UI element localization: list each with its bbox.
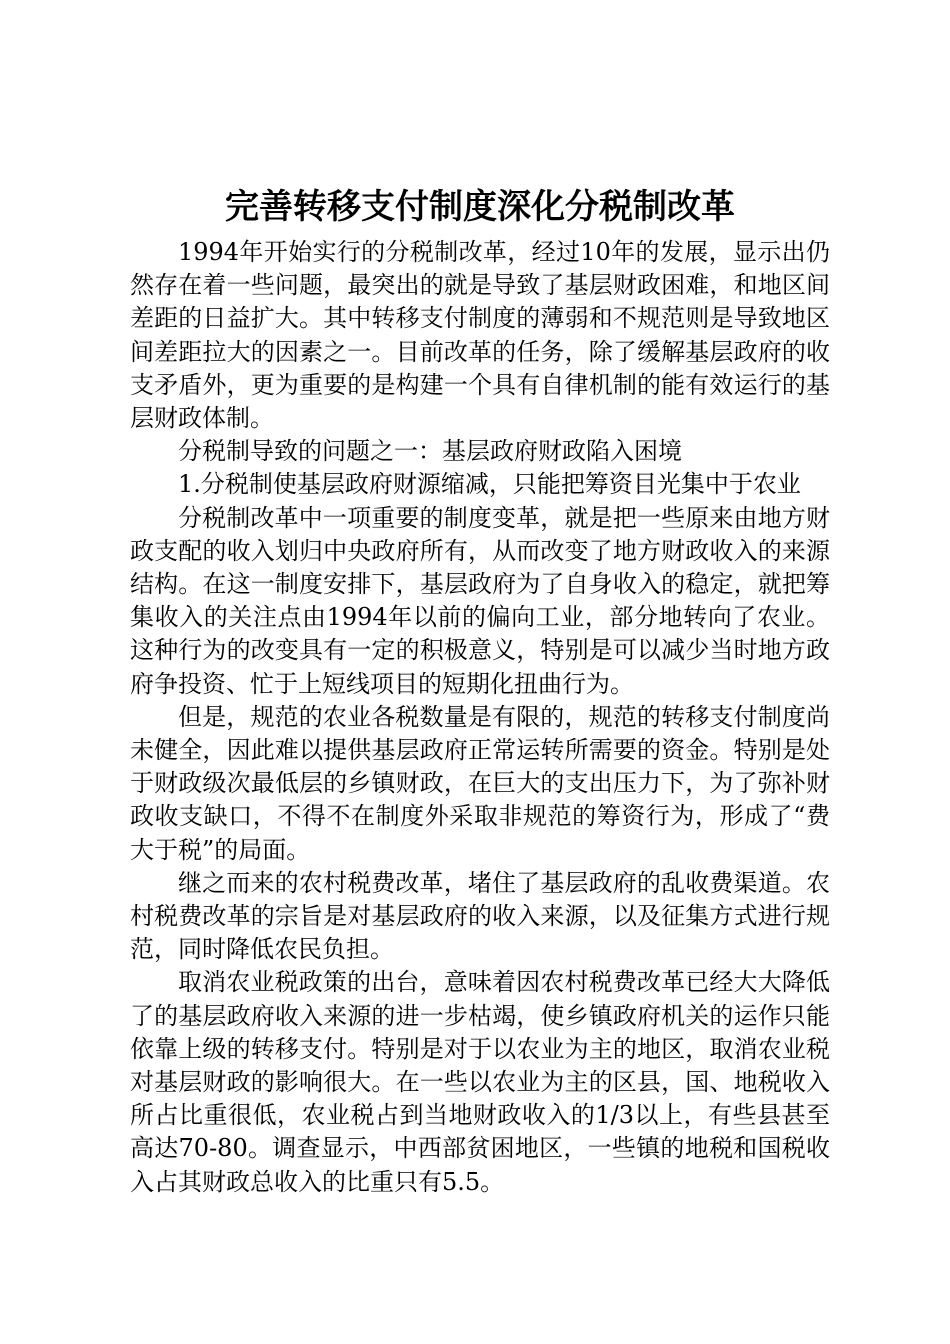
document-title: 完善转移支付制度深化分税制改革 bbox=[225, 187, 735, 227]
document-body bbox=[130, 236, 830, 1199]
subsection-heading: 1.分税制使基层政府财源缩减，只能把筹资目光集中于农业 bbox=[178, 470, 801, 499]
paragraph: 但是，规范的农业各税数量是有限的，规范的转移支付制度尚未健全，因此难以提供基层政府正常运转所需要的资金。特别是处于财政级次最低层的乡镇财政，在巨大的支出压力下，为了弥补财政收支缺口，不得不在制度外采取非规范的筹资行为，形成了“费大于税”的局面。 bbox=[130, 702, 830, 864]
section-heading: 分税制导致的问题之一：基层政府财政陷入困境 bbox=[178, 437, 682, 466]
paragraph: 取消农业税政策的出台，意味着因农村税费改革已经大大降低了的基层政府收入来源的进一步枯竭，使乡镇政府机关的运作只能依靠上级的转移支付。特别是对于以农业为主的地区，取消农业税对基层财政的影响很大。在一些以农业为主的区县，国、地税收入所占比重很低，农业税占到当地财政收入的1/3以上，有些县甚至高达70-80。调查显示，中西部贫困地区，一些镇的地税和国税收入占其财政总收入的比重只有5.5。 bbox=[130, 968, 830, 1196]
paragraph-intro: 1994年开始实行的分税制改革，经过10年的发展，显示出仍然存在着一些问题，最突出的就是导致了基层财政困难，和地区间差距的日益扩大。其中转移支付制度的薄弱和不规范则是导致地区间差距拉大的因素之一。目前改革的任务，除了缓解基层政府的收支矛盾外，更为重要的是构建一个具有自律机制的能有效运行的基层财政体制。 bbox=[130, 238, 830, 433]
paragraph: 分税制改革中一项重要的制度变革，就是把一些原来由地方财政支配的收入划归中央政府所有，从而改变了地方财政收入的来源结构。在这一制度安排下，基层政府为了自身收入的稳定，就把筹集收入的关注点由1994年以前的偏向工业，部分地转向了农业。这种行为的改变具有一定的积极意义，特别是可以减少当时地方政府争投资、忙于上短线项目的短期化扭曲行为。 bbox=[130, 503, 830, 698]
paragraph: 继之而来的农村税费改革，堵住了基层政府的乱收费渠道。农村税费改革的宗旨是对基层政府的收入来源，以及征集方式进行规范，同时降低农民负担。 bbox=[130, 868, 830, 964]
